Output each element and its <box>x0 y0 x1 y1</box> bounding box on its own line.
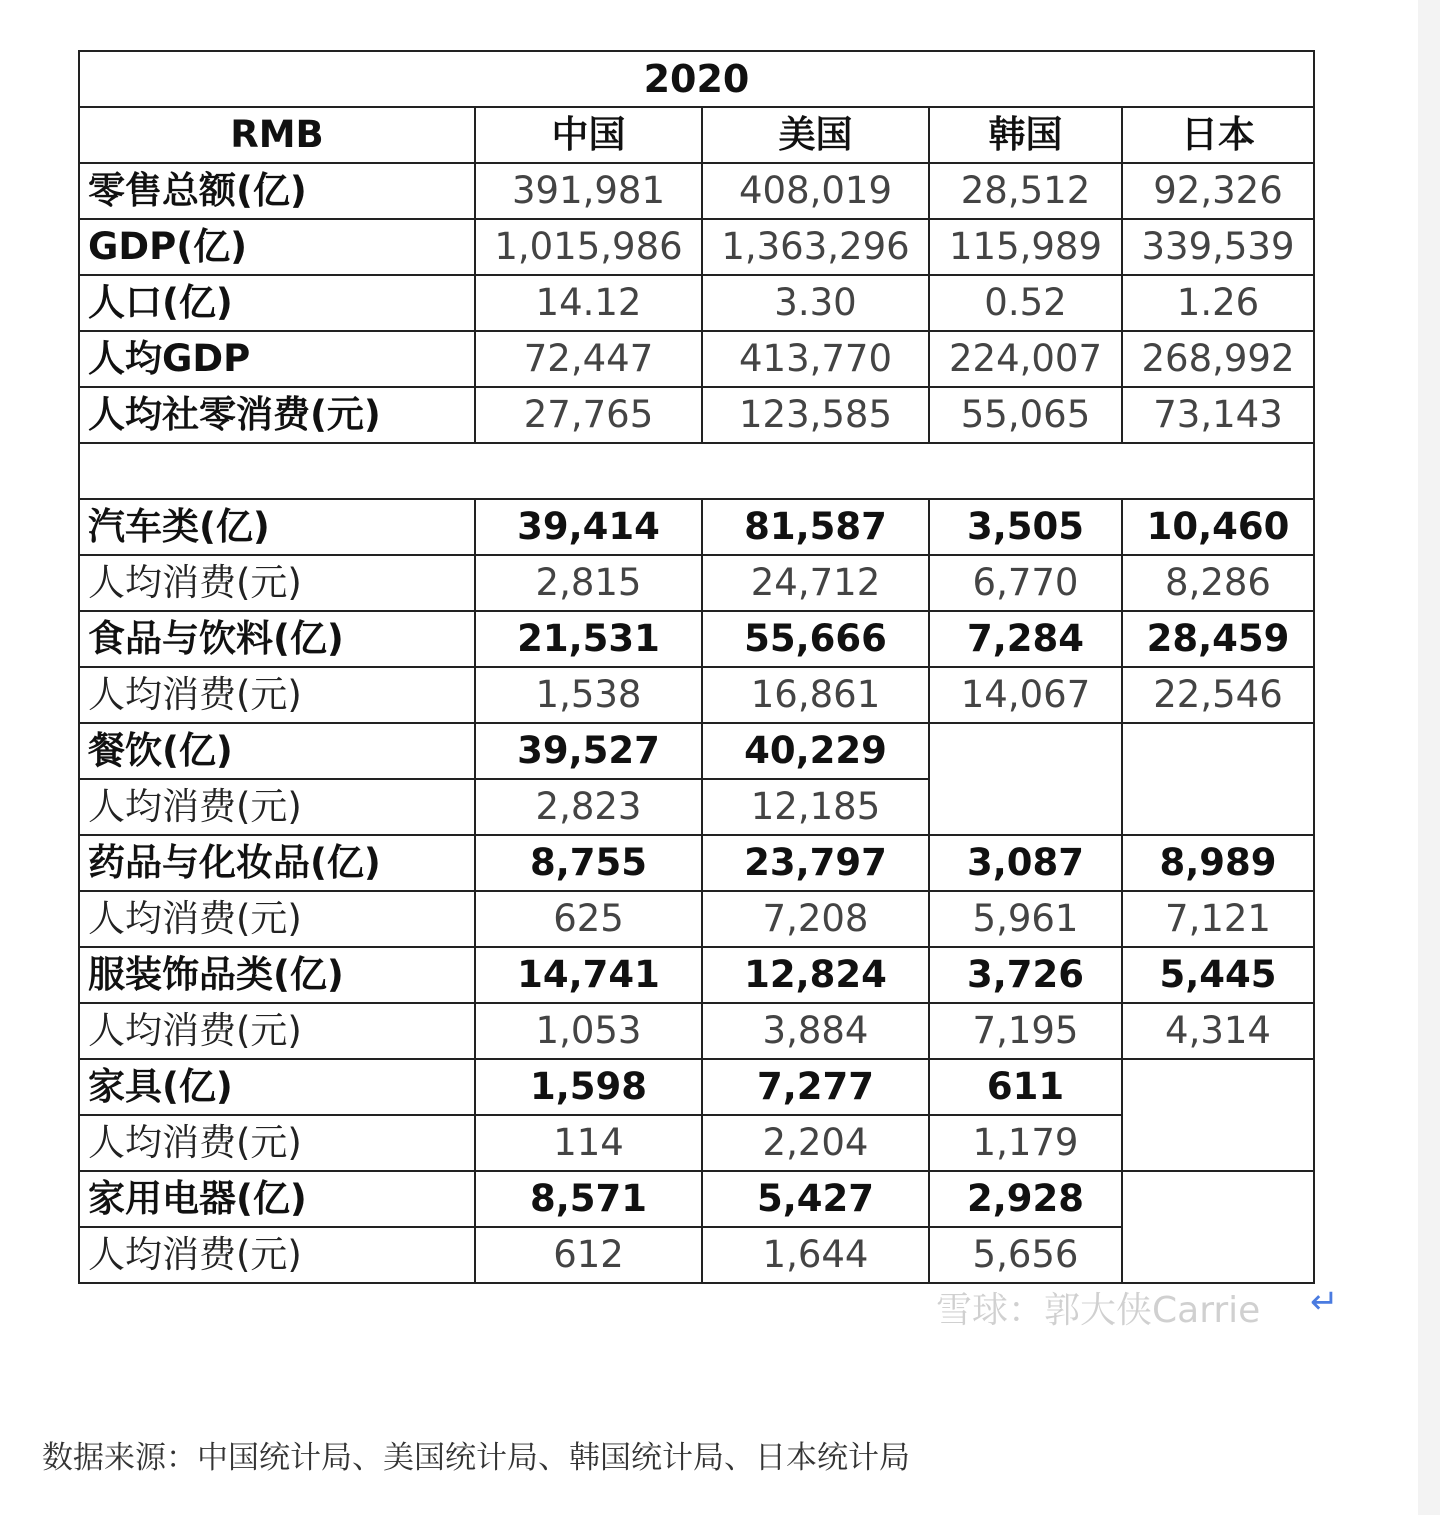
table-row <box>79 275 1314 331</box>
row-label: 药品与化妆品(亿) <box>79 835 475 891</box>
row-label: 人均消费(元) <box>79 1003 475 1059</box>
table-row <box>79 835 1314 891</box>
row-label: 汽车类(亿) <box>79 499 475 555</box>
value-cell-korea: 115,989 <box>929 219 1122 275</box>
value-cell-usa: 12,824 <box>702 947 929 1003</box>
value-cell-usa: 1,644 <box>702 1227 929 1283</box>
value-cell-usa: 12,185 <box>702 779 929 835</box>
row-label: GDP(亿) <box>79 219 475 275</box>
value-cell-china: 39,414 <box>475 499 702 555</box>
value-cell-japan: 22,546 <box>1122 667 1314 723</box>
row-label: 餐饮(亿) <box>79 723 475 779</box>
value-cell-china: 114 <box>475 1115 702 1171</box>
row-label: 家具(亿) <box>79 1059 475 1115</box>
value-cell-japan <box>1122 779 1314 835</box>
value-cell-japan: 5,445 <box>1122 947 1314 1003</box>
value-cell-korea: 55,065 <box>929 387 1122 443</box>
value-cell-usa: 24,712 <box>702 555 929 611</box>
value-cell-china: 14,741 <box>475 947 702 1003</box>
value-cell-korea: 1,179 <box>929 1115 1122 1171</box>
value-cell-japan: 8,989 <box>1122 835 1314 891</box>
value-cell-korea: 5,656 <box>929 1227 1122 1283</box>
return-arrow-icon: ↵ <box>1310 1282 1339 1322</box>
value-cell-usa: 3.30 <box>702 275 929 331</box>
value-cell-china: 14.12 <box>475 275 702 331</box>
table-row <box>79 1059 1314 1115</box>
value-cell-japan: 28,459 <box>1122 611 1314 667</box>
value-cell-korea <box>929 723 1122 779</box>
value-cell-korea: 3,726 <box>929 947 1122 1003</box>
table-row <box>79 555 1314 611</box>
value-cell-china: 39,527 <box>475 723 702 779</box>
row-label: 人均GDP <box>79 331 475 387</box>
table-row <box>79 1003 1314 1059</box>
value-cell-korea: 611 <box>929 1059 1122 1115</box>
value-cell-korea: 6,770 <box>929 555 1122 611</box>
value-cell-usa: 123,585 <box>702 387 929 443</box>
value-cell-japan: 10,460 <box>1122 499 1314 555</box>
value-cell-usa: 40,229 <box>702 723 929 779</box>
value-cell-china: 625 <box>475 891 702 947</box>
column-header-korea: 韩国 <box>929 107 1122 163</box>
table-row <box>79 163 1314 219</box>
value-cell-usa: 16,861 <box>702 667 929 723</box>
table-row <box>79 499 1314 555</box>
table-row <box>79 387 1314 443</box>
value-cell-korea: 28,512 <box>929 163 1122 219</box>
value-cell-korea: 2,928 <box>929 1171 1122 1227</box>
data-source-note: 数据来源：中国统计局、美国统计局、韩国统计局、日本统计局 <box>42 1440 910 1476</box>
row-label: 人均消费(元) <box>79 779 475 835</box>
value-cell-japan <box>1122 1171 1314 1227</box>
table-row <box>79 331 1314 387</box>
value-cell-china: 1,015,986 <box>475 219 702 275</box>
value-cell-usa: 408,019 <box>702 163 929 219</box>
value-cell-usa: 55,666 <box>702 611 929 667</box>
value-cell-usa: 3,884 <box>702 1003 929 1059</box>
value-cell-china: 1,598 <box>475 1059 702 1115</box>
table-year-title: 2020 <box>79 51 1314 107</box>
value-cell-japan: 268,992 <box>1122 331 1314 387</box>
value-cell-korea: 7,195 <box>929 1003 1122 1059</box>
value-cell-korea: 0.52 <box>929 275 1122 331</box>
table-row <box>79 779 1314 835</box>
value-cell-usa: 413,770 <box>702 331 929 387</box>
row-label: 人均消费(元) <box>79 1227 475 1283</box>
value-cell-japan: 1.26 <box>1122 275 1314 331</box>
row-label: 人均消费(元) <box>79 891 475 947</box>
consumption-comparison-table <box>78 50 1315 1284</box>
table-row <box>79 723 1314 779</box>
row-label: 服装饰品类(亿) <box>79 947 475 1003</box>
row-label: 食品与饮料(亿) <box>79 611 475 667</box>
value-cell-china: 2,823 <box>475 779 702 835</box>
value-cell-china: 2,815 <box>475 555 702 611</box>
value-cell-china: 1,053 <box>475 1003 702 1059</box>
value-cell-korea: 7,284 <box>929 611 1122 667</box>
value-cell-korea: 224,007 <box>929 331 1122 387</box>
value-cell-japan <box>1122 1115 1314 1171</box>
column-header-china: 中国 <box>475 107 702 163</box>
column-header-japan: 日本 <box>1122 107 1314 163</box>
value-cell-japan: 73,143 <box>1122 387 1314 443</box>
value-cell-usa: 23,797 <box>702 835 929 891</box>
table-row <box>79 891 1314 947</box>
table-header-row <box>79 107 1314 163</box>
value-cell-korea <box>929 779 1122 835</box>
value-cell-china: 8,755 <box>475 835 702 891</box>
table-row <box>79 611 1314 667</box>
value-cell-japan: 7,121 <box>1122 891 1314 947</box>
value-cell-japan: 8,286 <box>1122 555 1314 611</box>
value-cell-japan <box>1122 1227 1314 1283</box>
watermark-text: 雪球：郭大侠Carrie <box>936 1290 1261 1331</box>
spacer-row <box>79 443 1314 499</box>
value-cell-japan: 92,326 <box>1122 163 1314 219</box>
page-edge-strip <box>1418 0 1440 1515</box>
value-cell-china: 612 <box>475 1227 702 1283</box>
value-cell-usa: 2,204 <box>702 1115 929 1171</box>
value-cell-usa: 1,363,296 <box>702 219 929 275</box>
value-cell-japan: 339,539 <box>1122 219 1314 275</box>
value-cell-usa: 7,277 <box>702 1059 929 1115</box>
column-header-usa: 美国 <box>702 107 929 163</box>
table-row <box>79 667 1314 723</box>
value-cell-korea: 3,087 <box>929 835 1122 891</box>
value-cell-usa: 7,208 <box>702 891 929 947</box>
value-cell-japan <box>1122 723 1314 779</box>
row-label: 人均消费(元) <box>79 1115 475 1171</box>
value-cell-china: 21,531 <box>475 611 702 667</box>
value-cell-korea: 14,067 <box>929 667 1122 723</box>
spacer-cell <box>79 443 1314 499</box>
table-row <box>79 219 1314 275</box>
row-label: 家用电器(亿) <box>79 1171 475 1227</box>
row-label: 人均消费(元) <box>79 667 475 723</box>
table-row <box>79 1227 1314 1283</box>
value-cell-china: 72,447 <box>475 331 702 387</box>
value-cell-japan: 4,314 <box>1122 1003 1314 1059</box>
table-row <box>79 947 1314 1003</box>
row-label: 人均社零消费(元) <box>79 387 475 443</box>
row-label: 人均消费(元) <box>79 555 475 611</box>
value-cell-usa: 5,427 <box>702 1171 929 1227</box>
value-cell-korea: 5,961 <box>929 891 1122 947</box>
table-title-row <box>79 51 1314 107</box>
value-cell-china: 1,538 <box>475 667 702 723</box>
value-cell-japan <box>1122 1059 1314 1115</box>
value-cell-china: 8,571 <box>475 1171 702 1227</box>
value-cell-usa: 81,587 <box>702 499 929 555</box>
row-label: 人口(亿) <box>79 275 475 331</box>
table-row <box>79 1171 1314 1227</box>
currency-header: RMB <box>79 107 475 163</box>
value-cell-china: 27,765 <box>475 387 702 443</box>
value-cell-china: 391,981 <box>475 163 702 219</box>
row-label: 零售总额(亿) <box>79 163 475 219</box>
table-row <box>79 1115 1314 1171</box>
value-cell-korea: 3,505 <box>929 499 1122 555</box>
